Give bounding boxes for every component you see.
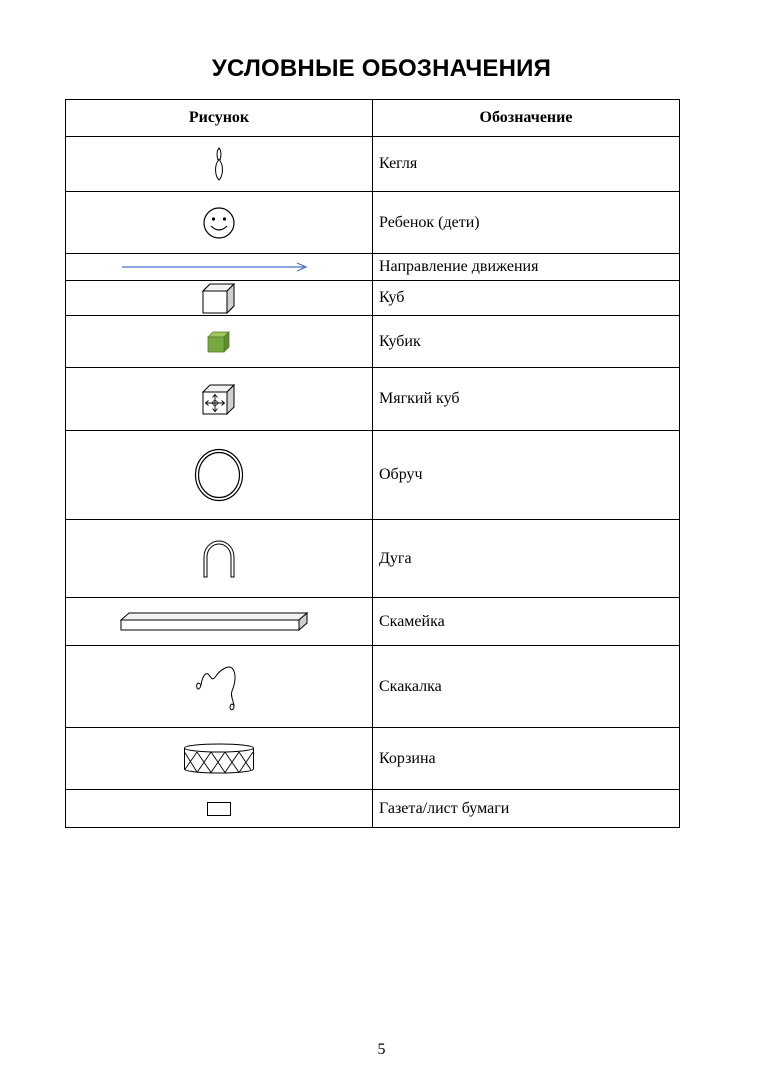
- row-label: Кегля: [373, 137, 680, 192]
- arc-icon: [202, 539, 236, 579]
- table-row: [66, 790, 680, 828]
- table-row: [66, 254, 680, 281]
- row-label: Корзина: [373, 728, 680, 790]
- newspaper-sheet-icon: [207, 802, 231, 816]
- table-row: [66, 598, 680, 646]
- basket-icon: [183, 743, 255, 775]
- child-smiley-icon: [202, 206, 236, 240]
- skittle-icon: [213, 147, 225, 181]
- small-cube-icon: [207, 331, 231, 353]
- table-row: [66, 368, 680, 431]
- row-label: Скамейка: [373, 598, 680, 646]
- row-label: Газета/лист бумаги: [373, 790, 680, 828]
- table-row: [66, 281, 680, 316]
- legend-table: [65, 99, 680, 828]
- hoop-icon: [194, 448, 244, 502]
- page-number: 5: [377, 1041, 386, 1058]
- row-label: Направление движения: [373, 254, 680, 281]
- table-row: [66, 316, 680, 368]
- table-row: [66, 728, 680, 790]
- direction-arrow-icon: [120, 261, 310, 273]
- table-row: [66, 520, 680, 598]
- row-label: Куб: [373, 281, 680, 316]
- table-row: [66, 192, 680, 254]
- row-label: Ребенок (дети): [373, 192, 680, 254]
- table-header-row: [66, 100, 680, 137]
- table-row: [66, 137, 680, 192]
- jump-rope-icon: [194, 662, 244, 712]
- page-title: УСЛОВНЫЕ ОБОЗНАЧЕНИЯ: [211, 55, 552, 82]
- header-picture: Рисунок: [66, 100, 373, 137]
- cube-icon: [202, 283, 236, 314]
- table-row: [66, 431, 680, 520]
- row-label: Скакалка: [373, 646, 680, 728]
- row-label: Кубик: [373, 316, 680, 368]
- row-label: Мягкий куб: [373, 368, 680, 431]
- row-label: Обруч: [373, 431, 680, 520]
- soft-cube-icon: [202, 384, 236, 415]
- row-label: Дуга: [373, 520, 680, 598]
- header-meaning: Обозначение: [373, 100, 680, 137]
- bench-icon: [120, 612, 310, 632]
- table-row: [66, 646, 680, 728]
